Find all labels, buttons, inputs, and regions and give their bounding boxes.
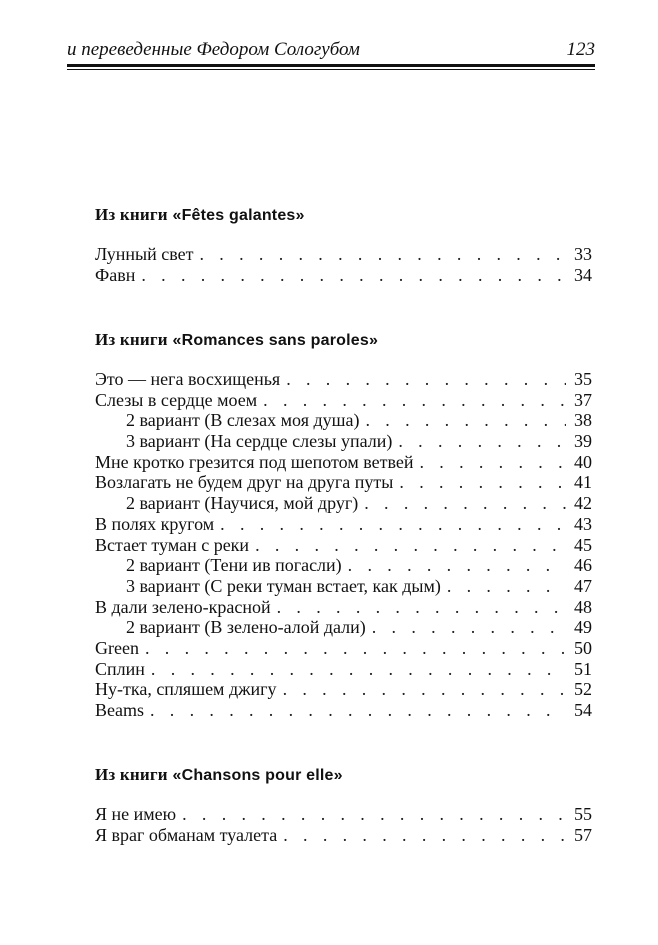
toc-entry-page: 57 [574,824,592,845]
toc-entry-variant[interactable] [95,431,592,452]
toc-entry-page: 40 [574,451,592,472]
toc-entry-variant[interactable] [95,617,592,638]
section-heading [95,330,592,351]
section-heading-book: «Fêtes galantes» [172,207,305,224]
header-rule-thin [67,69,595,70]
dot-leader [151,659,566,680]
toc-entry-title: Beams [95,700,144,720]
dot-leader [150,700,566,721]
toc-entry[interactable] [95,638,592,659]
section-heading-book: «Romances sans paroles» [172,332,379,349]
toc-entry-title: В дали зелено-красной [95,596,271,617]
toc-entry-title: 3 вариант (С реки туман встает, как дым) [126,575,441,596]
toc-entry-page: 54 [574,700,592,720]
toc-entry-page: 55 [574,804,592,824]
toc-entry-variant[interactable] [95,410,592,431]
toc-entry-title: Green [95,637,139,658]
toc-entry[interactable] [95,804,592,825]
toc-entry[interactable] [95,825,592,846]
dot-leader [399,472,566,493]
section-heading [95,205,592,226]
toc-entry-title: 2 вариант (В слезах моя душа) [126,410,360,431]
toc-entry[interactable] [95,265,592,286]
toc-entry-page: 39 [574,431,592,452]
dot-leader [277,597,566,618]
toc-entry[interactable] [95,514,592,535]
dot-leader [182,804,566,825]
toc-entry-title: Сплин [95,658,145,679]
toc-section-romances-sans-paroles [95,330,592,721]
dot-leader [141,265,566,286]
toc-entry-title: В полях кругом [95,513,215,534]
toc-section-chansons-pour-elle [95,765,592,845]
toc-entry-page: 41 [574,472,592,493]
toc-entry-variant[interactable] [95,493,592,514]
running-header [67,38,595,62]
toc-entry-title: Лунный свет [95,244,194,264]
toc-entry-page: 37 [574,389,592,410]
toc-entry-title: 2 вариант (В зелено-алой дали) [126,617,366,638]
dot-leader [419,452,566,473]
dot-leader [286,369,566,390]
dot-leader [398,431,566,452]
toc-entry-page: 52 [574,679,592,700]
toc-entry[interactable] [95,659,592,680]
toc-entry-title: Слезы в сердце моем [95,389,258,410]
toc-entry-page: 38 [574,410,592,431]
section-heading-prefix: Из книги [95,765,168,784]
dot-leader [365,410,566,431]
dot-leader [255,535,566,556]
dot-leader [200,244,567,265]
toc-entry-variant[interactable] [95,555,592,576]
dot-leader [263,390,566,411]
toc-entry[interactable] [95,472,592,493]
dot-leader [220,514,566,535]
toc-entry-title: 2 вариант (Научися, мой друг) [126,493,359,514]
toc-entry-title: Я враг обманам туалета [95,824,278,845]
toc-section-fetes-galantes [95,205,592,285]
dot-leader [447,576,566,597]
dot-leader [145,638,566,659]
toc-entry-page: 45 [574,534,592,555]
toc-entry-title: 2 вариант (Тени ив погасли) [126,555,342,576]
toc-entry[interactable] [95,597,592,618]
toc-entry-page: 35 [574,369,592,389]
toc-entry-title: Встает туман с реки [95,534,250,555]
toc-entry-title: 3 вариант (На сердце слезы упали) [126,431,393,452]
running-title: и переведенные Федором Сологубом [67,39,360,60]
toc-entry-title: Ну-тка, спляшем джигу [95,679,277,700]
toc-entry-page: 33 [574,244,592,264]
toc-entry[interactable] [95,244,592,265]
toc-entry-page: 50 [574,637,592,658]
section-heading-prefix: Из книги [95,205,168,224]
toc-entry-title: Это — нега восхищенья [95,369,281,389]
toc-entry-page: 46 [574,555,592,576]
toc-entry[interactable] [95,452,592,473]
section-heading-prefix: Из книги [95,330,168,349]
toc-entry[interactable] [95,369,592,390]
header-rule-thick [67,64,595,67]
toc-entry-title: Мне кротко грезится под шепотом ветвей [95,451,414,472]
dot-leader [372,617,566,638]
toc-entry-page: 34 [574,264,592,285]
toc-entry-variant[interactable] [95,576,592,597]
toc-entry-title: Фавн [95,264,136,285]
toc-entry[interactable] [95,390,592,411]
toc-entry-title: Я не имею [95,804,177,824]
dot-leader [348,555,566,576]
toc-entry-page: 48 [574,596,592,617]
section-heading-book: «Chansons pour elle» [172,767,343,784]
dot-leader [283,679,566,700]
toc-entry-page: 47 [574,575,592,596]
toc-entry[interactable] [95,679,592,700]
section-heading [95,765,592,786]
toc-entry-page: 49 [574,617,592,638]
toc-entry-page: 43 [574,513,592,534]
dot-leader [283,825,566,846]
toc-entry-title: Возлагать не будем друг на друга путы [95,472,394,493]
toc-entry[interactable] [95,700,592,721]
dot-leader [364,493,566,514]
page-number: 123 [566,39,595,60]
toc-entry-page: 51 [574,658,592,679]
toc-entry[interactable] [95,535,592,556]
toc-entry-page: 42 [574,493,592,514]
